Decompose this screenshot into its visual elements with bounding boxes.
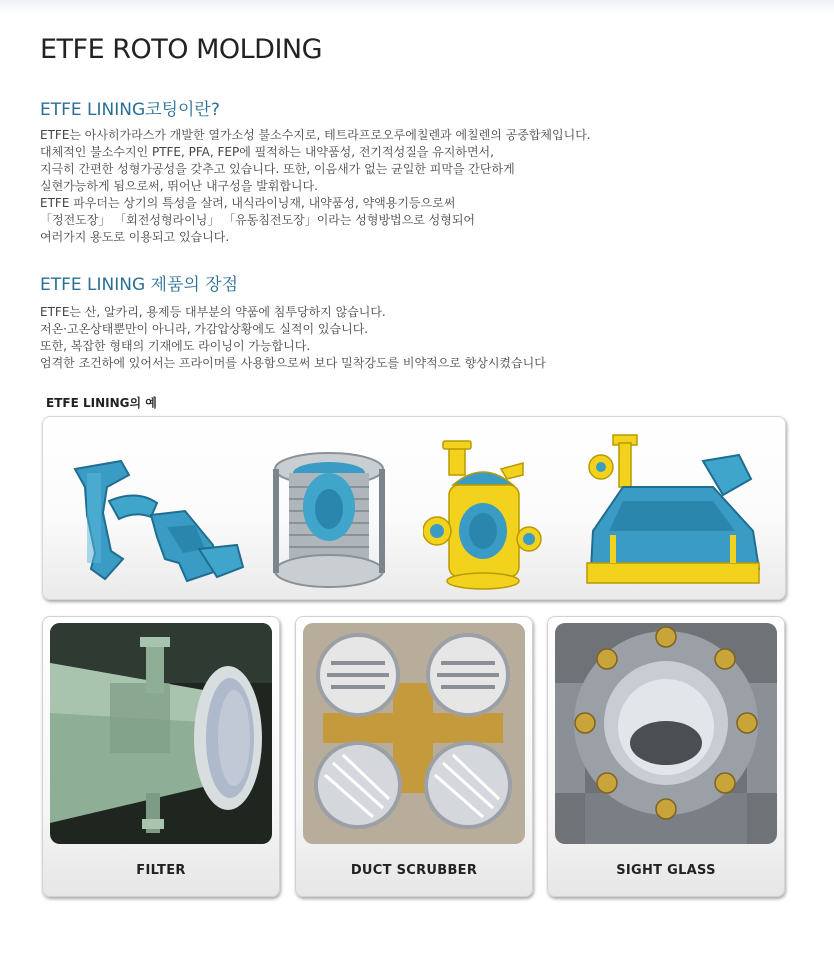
product-card-sight-glass[interactable] bbox=[547, 616, 785, 897]
intro-paragraph bbox=[40, 127, 800, 246]
intro-line: ETFE 파우더는 상기의 특성을 살려, 내식라이닝재, 내약품성, 약액용기등으로써 bbox=[40, 196, 456, 210]
product-label-duct-scrubber: DUCT SCRUBBER bbox=[350, 863, 478, 878]
page-title: ETFE ROTO MOLDING bbox=[40, 34, 323, 65]
filter-photo bbox=[50, 623, 272, 844]
advantages-line: 저온·고온상태뿐만이 아니라, 가감압상황에도 실적이 있습니다. bbox=[40, 322, 369, 336]
intro-line: 실현가능하게 됨으로써, 뛰어난 내구성을 발휘합니다. bbox=[40, 179, 318, 193]
filter-image bbox=[50, 623, 272, 844]
scrubber-screen-bottom-left bbox=[316, 743, 400, 827]
lining-examples-panel bbox=[42, 416, 786, 600]
intro-heading: ETFE LINING코팅이란? bbox=[40, 100, 220, 120]
advantages-line: 엄격한 조건하에 있어서는 프라이머를 사용함으로써 보다 밀착강도를 비약적으로 향상시켰습니다 bbox=[40, 356, 546, 370]
advantages-line: 또한, 복잡한 형태의 기재에도 라이닝이 가능합니다. bbox=[40, 339, 311, 353]
scrubber-screen-top-left bbox=[318, 635, 398, 715]
advantages-line: ETFE는 산, 알카리, 용제등 대부분의 약품에 침투당하지 않습니다. bbox=[40, 305, 386, 319]
intro-line: 대체적인 불소수지인 PTFE, PFA, FEP에 필적하는 내약품성, 전기적성질을 유지하면서, bbox=[40, 145, 494, 159]
intro-line: ETFE는 아사히가라스가 개발한 열가소성 불소수지로, 테트라프로오루에칠렌과 에칠렌의 공중합체입니다. bbox=[40, 128, 591, 142]
sight-glass-photo bbox=[555, 623, 777, 844]
product-card-duct-scrubber[interactable] bbox=[295, 616, 533, 897]
product-label-sight-glass: SIGHT GLASS bbox=[616, 863, 716, 878]
top-gradient-bar bbox=[0, 0, 834, 14]
advantages-paragraph bbox=[40, 304, 800, 372]
scrubber-screen-bottom-right bbox=[426, 743, 510, 827]
intro-line: 「정전도장」 「회전성형라이닝」 「유동침전도장」이라는 성형방법으로 성형되어 bbox=[40, 213, 476, 227]
yellow-strainer-illustration bbox=[423, 435, 543, 595]
sight-glass-image bbox=[555, 623, 777, 844]
duct-scrubber-photo bbox=[303, 623, 525, 844]
cutaway-fitting-illustration bbox=[583, 431, 763, 595]
product-card-filter[interactable] bbox=[42, 616, 280, 897]
duct-scrubber-image bbox=[303, 623, 525, 844]
product-label-filter: FILTER bbox=[136, 863, 186, 878]
intro-line: 여러가지 용도로 이용되고 있습니다. bbox=[40, 230, 230, 244]
scrubber-screen-top-right bbox=[428, 635, 508, 715]
pipe-fittings-illustration bbox=[67, 453, 257, 593]
bellows-expansion-joint-illustration bbox=[269, 447, 389, 593]
examples-label: ETFE LINING의 예 bbox=[46, 396, 157, 410]
intro-line: 지극히 간편한 성형가공성을 갖추고 있습니다. 또한, 이음새가 없는 균일한 피막을 간단하게 bbox=[40, 162, 515, 176]
advantages-heading: ETFE LINING 제품의 장점 bbox=[40, 275, 239, 295]
